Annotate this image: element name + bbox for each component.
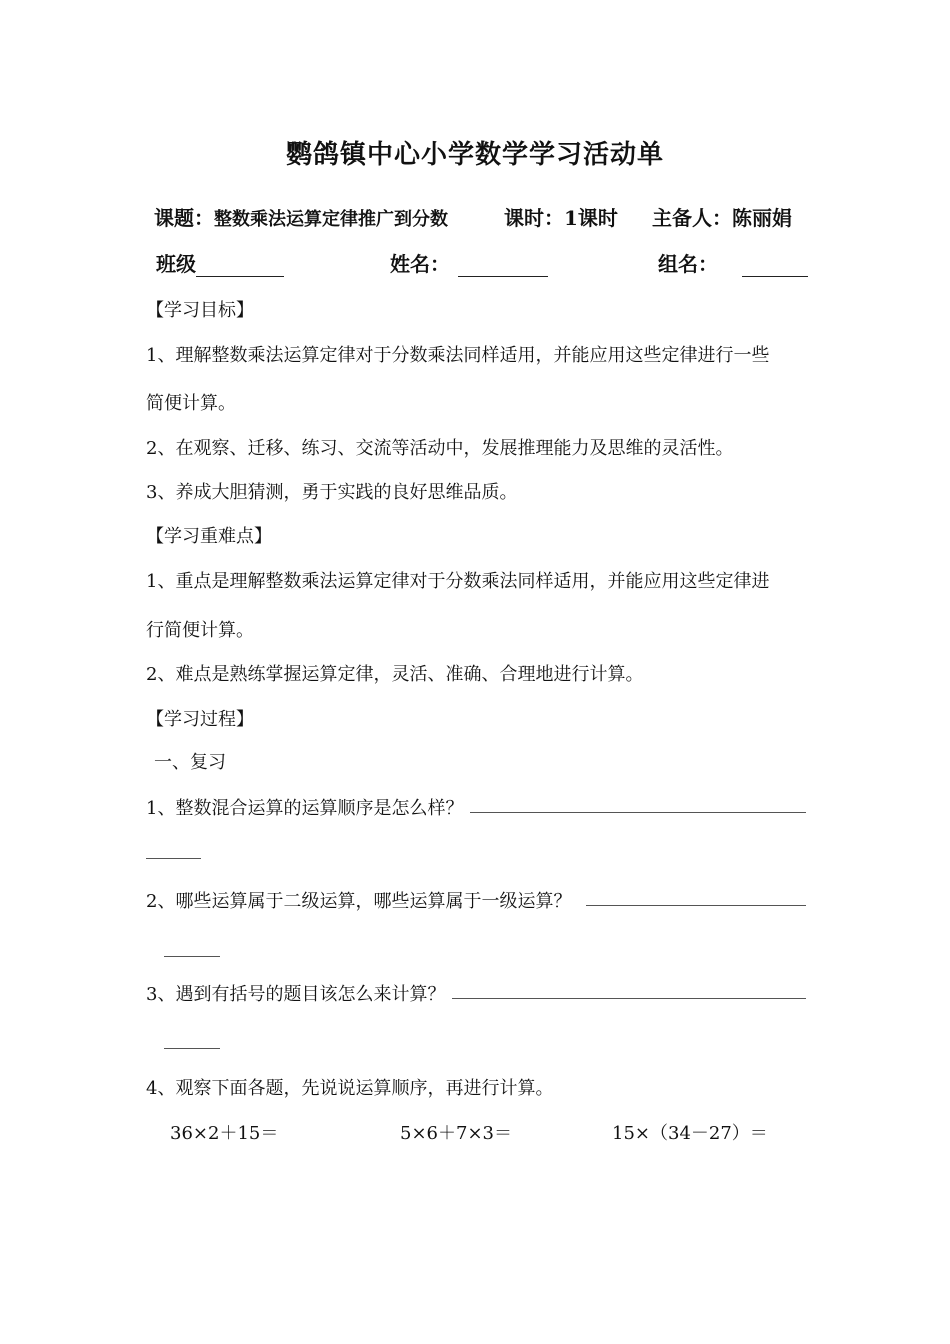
class-input-line[interactable] (196, 258, 284, 277)
period-row (504, 202, 618, 231)
class-label: 班级 (156, 252, 196, 276)
expression-2: 5×6＋7×3＝ (400, 1123, 512, 1144)
page-title: 鹦鸽镇中心小学数学学习活动单 (285, 140, 664, 170)
topic-row (154, 202, 448, 231)
question-3-text: 3、遇到有括号的题目该怎么来计算？ (146, 984, 446, 1005)
goals-heading: 【学习目标】 (146, 300, 254, 321)
goal-line-2: 简便计算。 (146, 393, 236, 414)
name-field (390, 248, 548, 277)
class-field (156, 248, 284, 277)
goal-line-3: 2、在观察、迁移、练习、交流等活动中，发展推理能力及思维的灵活性。 (146, 438, 734, 459)
question-2-answer-line-2[interactable] (164, 938, 220, 957)
question-2-text: 2、哪些运算属于二级运算，哪些运算属于一级运算？ (146, 891, 572, 912)
name-label: 姓名： (390, 252, 450, 276)
question-2 (146, 887, 571, 913)
key-point-line-3: 2、难点是熟练掌握运算定律，灵活、准确、合理地进行计算。 (146, 664, 644, 685)
question-4: 4、观察下面各题，先说说运算顺序，再进行计算。 (146, 1078, 554, 1099)
question-3-answer-line-2[interactable] (164, 1030, 220, 1049)
group-field (658, 248, 808, 277)
question-3 (146, 980, 445, 1006)
name-input-line[interactable] (458, 258, 548, 277)
key-points-heading: 【学习重难点】 (146, 526, 272, 547)
group-input-line[interactable] (742, 258, 808, 277)
group-label: 组名： (658, 252, 718, 276)
topic-value: 整数乘法运算定律推广到分数 (214, 209, 448, 230)
key-point-line-1: 1、重点是理解整数乘法运算定律对于分数乘法同样适用，并能应用这些定律进 (146, 571, 770, 592)
section-review-heading: 一、复习 (154, 752, 226, 773)
question-1-text: 1、整数混合运算的运算顺序是怎么样？ (146, 798, 464, 819)
expression-3: 15×（34－27）＝ (612, 1123, 768, 1144)
process-heading: 【学习过程】 (146, 709, 254, 730)
lead-label: 主备人： (652, 206, 732, 230)
question-1 (146, 794, 463, 820)
question-3-answer-line[interactable] (452, 980, 806, 999)
period-label: 课时： (504, 206, 564, 230)
goal-line-4: 3、养成大胆猜测，勇于实践的良好思维品质。 (146, 482, 518, 503)
question-1-answer-line[interactable] (470, 794, 806, 813)
topic-label: 课题： (154, 206, 214, 230)
goal-line-1: 1、理解整数乘法运算定律对于分数乘法同样适用，并能应用这些定律进行一些 (146, 345, 770, 366)
period-value: 1课时 (564, 206, 618, 230)
question-2-answer-line[interactable] (586, 887, 806, 906)
lead-row (652, 202, 792, 231)
lead-value: 陈丽娟 (732, 206, 792, 230)
question-1-answer-line-2[interactable] (146, 840, 201, 859)
expression-1: 36×2＋15＝ (170, 1123, 279, 1144)
key-point-line-2: 行简便计算。 (146, 620, 254, 641)
